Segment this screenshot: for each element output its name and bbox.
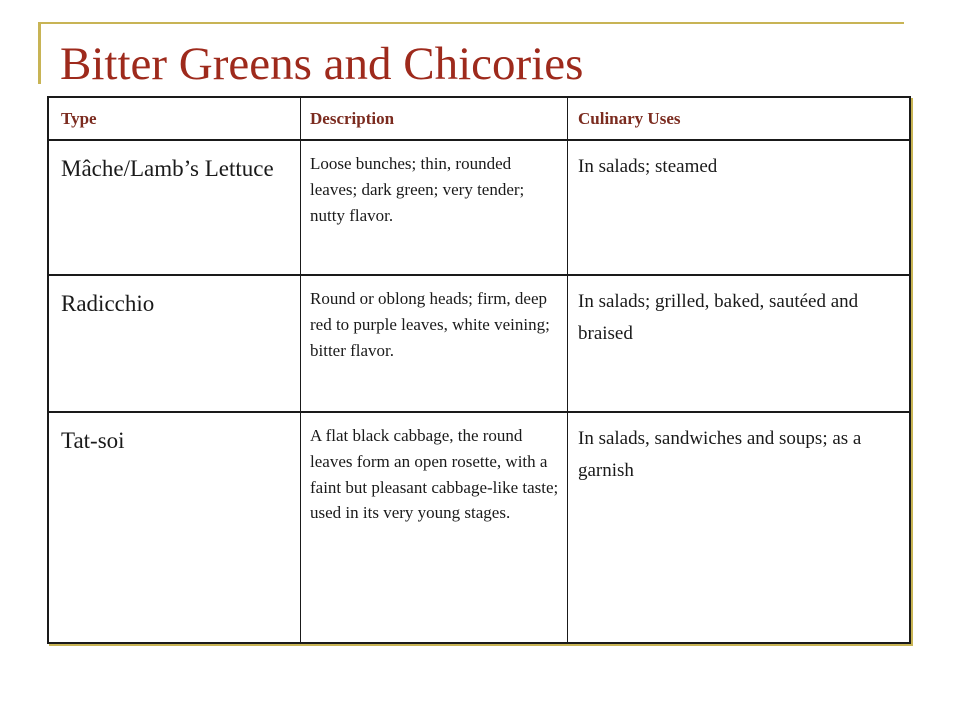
- greens-table-frame: [47, 96, 911, 644]
- table-row: [49, 140, 909, 275]
- cell-description: Round or oblong heads; firm, deep red to purple leaves, white veining; bitter flavor.: [301, 275, 568, 412]
- cell-culinary-uses: In salads; grilled, baked, sautéed and braised: [568, 275, 910, 412]
- greens-table: [49, 98, 909, 643]
- header-type: Type: [49, 98, 301, 140]
- title-accent-vertical-bar: [38, 22, 41, 84]
- cell-type: Mâche/Lamb’s Lettuce: [61, 156, 274, 181]
- title-accent-horizontal-rule: [38, 22, 904, 24]
- cell-description: A flat black cabbage, the round leaves form an open rosette, with a faint but pleasant cabbage-like taste; used in its very young stages.: [301, 412, 568, 643]
- cell-type: Tat-soi: [61, 428, 125, 453]
- cell-culinary-uses: In salads, sandwiches and soups; as a garnish: [568, 412, 910, 643]
- header-culinary-uses: Culinary Uses: [568, 98, 910, 140]
- header-description: Description: [301, 98, 568, 140]
- cell-culinary-uses: In salads; steamed: [568, 140, 910, 275]
- table-row: [49, 412, 909, 643]
- table-header-row: [49, 98, 909, 140]
- cell-type: Radicchio: [61, 291, 155, 316]
- slide-title: Bitter Greens and Chicories: [60, 38, 584, 90]
- table-row: [49, 275, 909, 412]
- cell-description: Loose bunches; thin, rounded leaves; dark green; very tender; nutty flavor.: [301, 140, 568, 275]
